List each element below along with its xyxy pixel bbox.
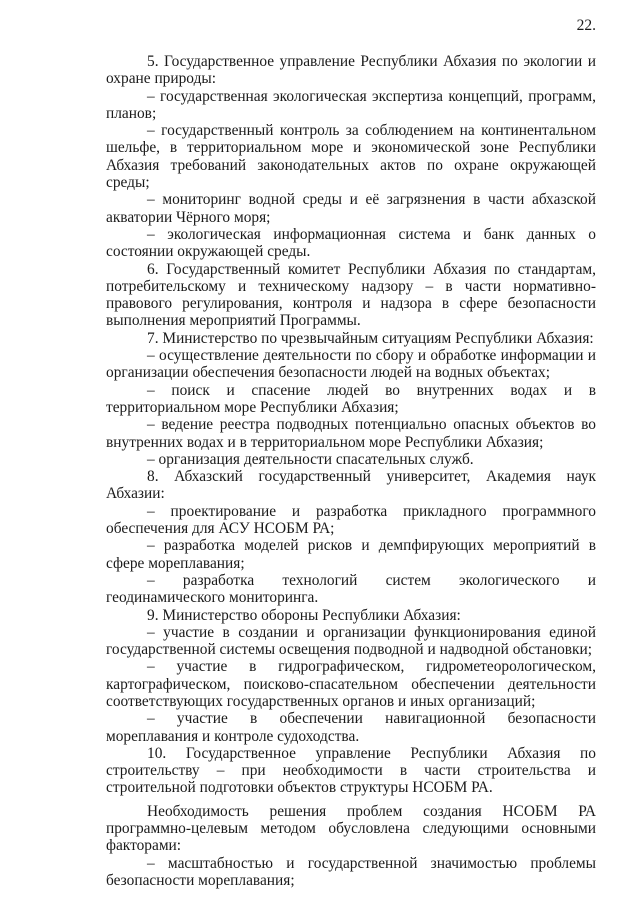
- paragraph: – проектирование и разработка прикладного программного обеспечения для АСУ НСОБМ РА;: [106, 502, 596, 538]
- paragraph: – организация деятельности спасательных служб.: [147, 450, 474, 468]
- paragraph: – государственная экологическая экспертиза концепций, программ, планов;: [106, 87, 596, 122]
- paragraph: – осуществление деятельности по сбору и обработке информации и организации обеспечения безопасности людей на водных объектах;: [106, 347, 596, 382]
- paragraph: 10. Государственное управление Республики Абхазия по строительству – при необходимости в части строительства и строительной подготовки объектов структуры НСОБМ РА.: [106, 744, 596, 797]
- paragraph: – экологическая информационная система и банк данных о состоянии окружающей среды.: [106, 225, 596, 261]
- paragraph: – участие в создании и организации функционирования единой государственной системы освещения подводной и надводной обстановки;: [106, 623, 596, 659]
- page-number: 22.: [576, 17, 596, 34]
- paragraph: – разработка моделей рисков и демпфирующих мероприятий в сфере мореплавания;: [106, 537, 596, 572]
- paragraph: – государственный контроль за соблюдением на континентальном шельфе, в территориальном море и экономической зоне Республики Абхазия требований законодательных актов по охране окружающей среды;: [106, 122, 596, 192]
- paragraph: – участие в гидрографическом, гидрометеорологическом, картографическом, поисково-спасательном обеспечении деятельности соответствующих государственных органов и иных организаций;: [106, 658, 596, 710]
- paragraph: Необходимость решения проблем создания НСОБМ РА программно-целевым методом обусловлена следующими основными факторами:: [106, 802, 596, 855]
- paragraph: 7. Министерство по чрезвычайным ситуациям Республики Абхазия:: [147, 329, 594, 347]
- paragraph: – участие в обеспечении навигационной безопасности мореплавания и контроле судоходства.: [106, 710, 596, 745]
- paragraph: 8. Абхазский государственный университет, Академия наук Абхазии:: [106, 468, 596, 503]
- paragraph: – мониторинг водной среды и её загрязнения в части абхазской акватории Чёрного моря;: [106, 191, 596, 226]
- paragraph: – поиск и спасение людей во внутренних водах и в территориальном море Республики Абхазия;: [106, 381, 596, 416]
- paragraph: 5. Государственное управление Республики Абхазия по экологии и охране природы:: [106, 53, 596, 88]
- paragraph: 9. Министерство обороны Республики Абхазия:: [147, 606, 461, 624]
- paragraph: – масштабностью и государственной значимостью проблемы безопасности мореплавания;: [106, 854, 596, 889]
- paragraph: 6. Государственный комитет Республики Абхазия по стандартам, потребительскому и техническому надзору – в части нормативно-правового регулирования, контроля и надзора в сфере безопасности выполнения мероприятий Программы.: [106, 260, 596, 330]
- document-body: [106, 53, 596, 889]
- paragraph: – ведение реестра подводных потенциально опасных объектов во внутренних водах и в территориальном море Республики Абхазия;: [106, 416, 596, 451]
- paragraph: – разработка технологий систем экологического и геодинамического мониторинга.: [106, 571, 596, 607]
